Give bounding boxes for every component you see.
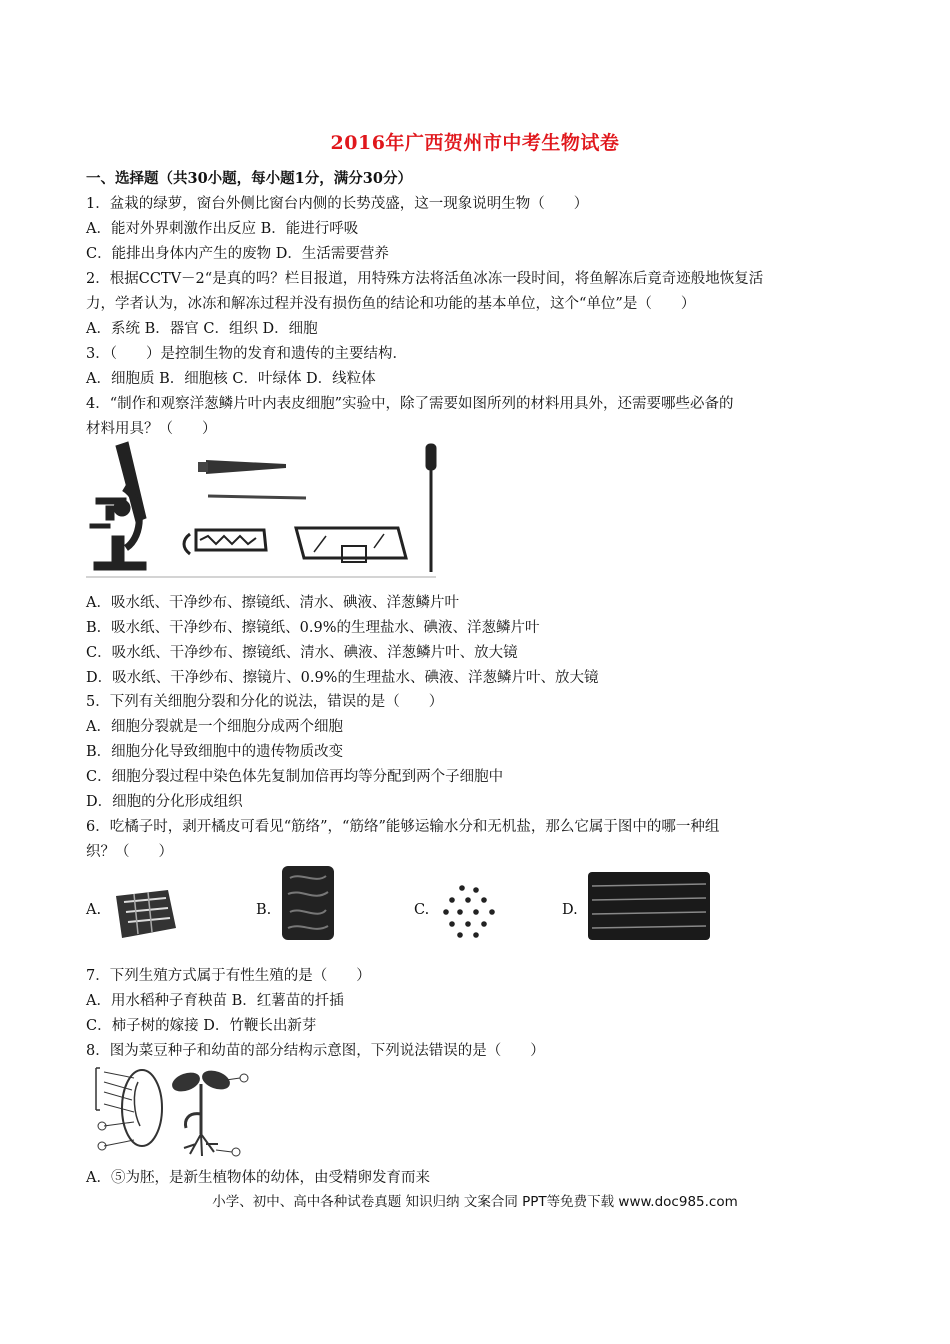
q6-option-a-label: A. (86, 902, 102, 918)
question-7-options-cd: C．柿子树的嫁接 D．竹鞭长出新芽 (86, 1018, 317, 1034)
question-7-options-ab: A．用水稻种子育秧苗 B．红薯苗的扦插 (86, 993, 344, 1009)
question-4-line-1: 4．“制作和观察洋葱鳞片叶内表皮细胞”实验中，除了需要如图所列的材料用具外，还需要哪些必备的 (86, 396, 734, 412)
lab-equipment-figure (86, 440, 446, 580)
needle-icon (208, 496, 306, 498)
question-8: 8．图为菜豆种子和幼苗的部分结构示意图，下列说法错误的是（ ） (86, 1043, 545, 1059)
q6-option-c-label: C. (414, 902, 430, 918)
question-5: 5．下列有关细胞分裂和分化的说法，错误的是（ ） (86, 694, 444, 710)
question-5-option-a: A．细胞分裂就是一个细胞分成两个细胞 (86, 719, 343, 735)
tweezers-icon (198, 460, 286, 474)
glass-slide-icon (296, 528, 406, 562)
dropper-icon (426, 444, 436, 572)
question-1-options-cd: C．能排出身体内产生的废物 D．生活需要营养 (86, 246, 389, 262)
question-3-options: A．细胞质 B．细胞核 C．叶绿体 D．线粒体 (86, 371, 376, 387)
tissue-c-icon (438, 882, 500, 940)
question-4-option-a: A．吸水纸、干净纱布、擦镜纸、清水、碘液、洋葱鳞片叶 (86, 595, 459, 611)
bean-seed-seedling-figure (86, 1064, 256, 1160)
question-6-line-1: 6．吃橘子时，剥开橘皮可看见“筋络”，“筋络”能够运输水分和无机盐，那么它属于图中的哪一种组 (86, 819, 720, 835)
tissue-b-icon (278, 862, 338, 944)
question-2-line-2: 力，学者认为，冰冻和解冻过程并没有损伤鱼的结论和功能的基本单位，这个“单位”是（ ） (86, 296, 696, 312)
question-7: 7．下列生殖方式属于有性生殖的是（ ） (86, 968, 371, 984)
bean-seed-icon (96, 1068, 162, 1150)
tissue-a-icon (110, 882, 180, 942)
question-5-option-c: C．细胞分裂过程中染色体先复制加倍再均等分配到两个子细胞中 (86, 769, 504, 785)
microscope-icon (90, 442, 146, 570)
bean-seedling-icon (170, 1068, 248, 1156)
question-4-option-c: C．吸水纸、干净纱布、擦镜纸、清水、碘液、洋葱鳞片叶、放大镜 (86, 645, 518, 661)
question-4-option-d: D．吸水纸、干净纱布、擦镜片、0.9%的生理盐水、碘液、洋葱鳞片叶、放大镜 (86, 670, 599, 686)
question-1: 1．盆栽的绿萝，窗台外侧比窗台内侧的长势茂盛，这一现象说明生物（ ） (86, 196, 589, 212)
page-title: 2016年广西贺州市中考生物试卷 (330, 132, 620, 154)
question-4-option-b: B．吸水纸、干净纱布、擦镜纸、0.9%的生理盐水、碘液、洋葱鳞片叶 (86, 620, 540, 636)
q6-option-b-label: B. (256, 902, 272, 918)
footer-note: 小学、初中、高中各种试卷真题 知识归纳 文案合同 PPT等免费下载 www.doc985.com (212, 1194, 738, 1210)
question-2-options: A．系统 B．器官 C．组织 D．细胞 (86, 321, 318, 337)
question-2-line-1: 2．根据CCTV－2“是真的吗？栏目报道，用特殊方法将活鱼冰冻一段时间，将鱼解冻后竟奇迹般地恢复活 (86, 271, 764, 287)
question-1-options-ab: A．能对外界刺激作出反应 B．能进行呼吸 (86, 221, 359, 237)
q6-option-d-label: D. (562, 902, 578, 918)
question-5-option-d: D．细胞的分化形成组织 (86, 794, 243, 810)
question-4-line-2: 材料用具？（ ） (86, 421, 217, 437)
razor-blade-icon (184, 530, 266, 554)
question-6-line-2: 织？（ ） (86, 844, 173, 860)
question-5-option-b: B．细胞分化导致细胞中的遗传物质改变 (86, 744, 344, 760)
question-3: 3．（ ）是控制生物的发育和遗传的主要结构． (86, 346, 407, 362)
tissue-d-icon (586, 870, 712, 942)
section-heading: 一、选择题（共30小题，每小题1分，满分30分） (86, 170, 412, 187)
question-8-option-a: A．⑤为胚，是新生植物体的幼体，由受精卵发育而来 (86, 1170, 430, 1186)
